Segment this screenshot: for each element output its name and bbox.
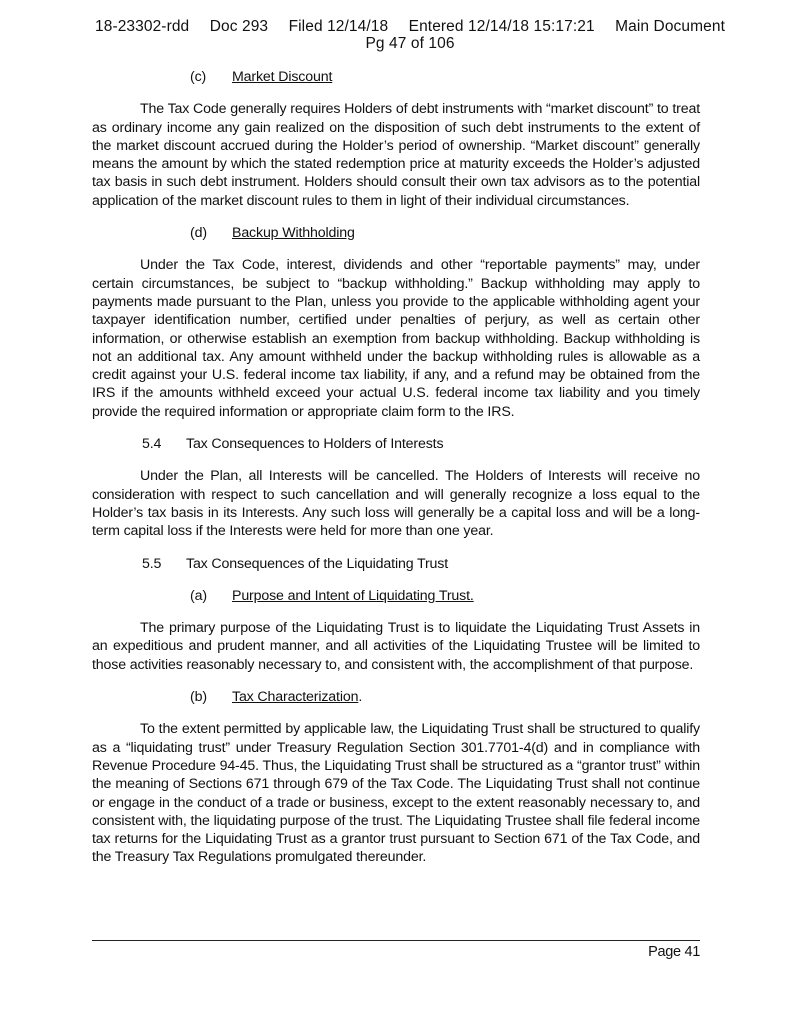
document-body xyxy=(92,68,700,881)
heading-title: Tax Characterization xyxy=(232,689,359,706)
heading-title: Market Discount xyxy=(232,69,333,85)
footer-rule xyxy=(92,940,700,941)
heading-title: Backup Withholding xyxy=(232,225,355,242)
heading-tax-characterization xyxy=(92,688,700,706)
heading-number: (c) xyxy=(190,69,207,85)
heading-title: Purpose and Intent of Liquidating Trust. xyxy=(232,587,474,604)
paragraph-holders-of-interests: Under the Plan, all Interests will be cancelled. The Holders of Interests will receive no consideration with respect to such cancellation and will generally recognize a loss equal to the Holder’s tax basis in its Interests. Any such loss will generally be a capital loss and will be a long-term capital loss if the Interests were held for more than one year. xyxy=(92,468,700,540)
page-of-total: Pg 47 of 106 xyxy=(365,35,455,52)
filing-header xyxy=(60,18,760,52)
heading-suffix: . xyxy=(358,689,363,706)
paragraph-backup-withholding: Under the Tax Code, interest, dividends and other “reportable payments” may, under certain circumstances, be subject to “backup withholding.” Backup withholding may apply to payments made pursuant to the Plan, unless you provide to the applicable withholding agent your taxpayer identification number, certified under penalties of perjury, as well as certain other information, or otherwise establish an exemption from backup withholding. Backup withholding is not an additional tax. Any amount withheld under the backup withholding rules is allowable as a credit against your U.S. federal income tax liability, if any, and a refund may be obtained from the IRS if the amounts withheld exceed your actual U.S. federal income tax liability and you timely provide the required information or appropriate claim form to the IRS. xyxy=(92,257,700,420)
heading-number: (a) xyxy=(190,587,207,604)
heading-number: (b) xyxy=(190,689,207,706)
paragraph-tax-characterization: To the extent permitted by applicable law, the Liquidating Trust shall be structured to qualify as a “liquidating trust” under Treasury Regulation Section 301.7701-4(d) and in compliance with Revenue Procedure 94-45. Thus, the Liquidating Trust shall be structured as a “grantor trust” within the meaning of Sections 671 through 679 of the Tax Code. The Liquidating Trust shall not continue or engage in the conduct of a trade or business, except to the extent reasonably necessary to, and consistent with, the liquidating purpose of the trust. The Liquidating Trustee shall file federal income tax returns for the Liquidating Trust as a grantor trust pursuant to Section 671 of the Tax Code, and the Treasury Tax Regulations promulgated thereunder. xyxy=(92,721,700,866)
heading-holders-of-interests xyxy=(92,435,700,453)
heading-number: 5.5 xyxy=(142,555,162,572)
heading-purpose-and-intent xyxy=(92,587,700,605)
heading-title: Tax Consequences to Holders of Interests xyxy=(186,436,444,453)
filed-date: Filed 12/14/18 xyxy=(288,18,389,35)
heading-backup-withholding xyxy=(92,224,700,242)
main-document-label: Main Document xyxy=(615,18,725,35)
doc-number: Doc 293 xyxy=(209,18,269,35)
page-number: Page 41 xyxy=(648,944,700,960)
paragraph-market-discount: The Tax Code generally requires Holders of debt instruments with “market discount” to treat as ordinary income any gain realized on the disposition of such debt instruments to the extent of the market discount accrued during the Holder’s period of ownership. “Market discount” generally means the amount by which the stated redemption price at maturity exceeds the Holder’s adjusted tax basis in such debt instrument. Holders should consult their own tax advisors as to the potential application of the market discount rules to them in light of their individual circumstances. xyxy=(92,101,700,209)
paragraph-purpose-and-intent: The primary purpose of the Liquidating Trust is to liquidate the Liquidating Trust Assets in an expeditious and prudent manner, and all activities of the Liquidating Trustee will be limited to those activities reasonably necessary to, and consistent with, the accomplishment of that purpose. xyxy=(92,620,700,673)
entered-date: Entered 12/14/18 15:17:21 xyxy=(408,18,595,35)
case-number: 18-23302-rdd xyxy=(95,18,190,35)
heading-number: 5.4 xyxy=(142,436,162,453)
heading-liquidating-trust xyxy=(92,555,700,573)
heading-title: Tax Consequences of the Liquidating Trust xyxy=(186,555,449,572)
heading-number: (d) xyxy=(190,225,207,242)
heading-market-discount xyxy=(92,68,700,86)
